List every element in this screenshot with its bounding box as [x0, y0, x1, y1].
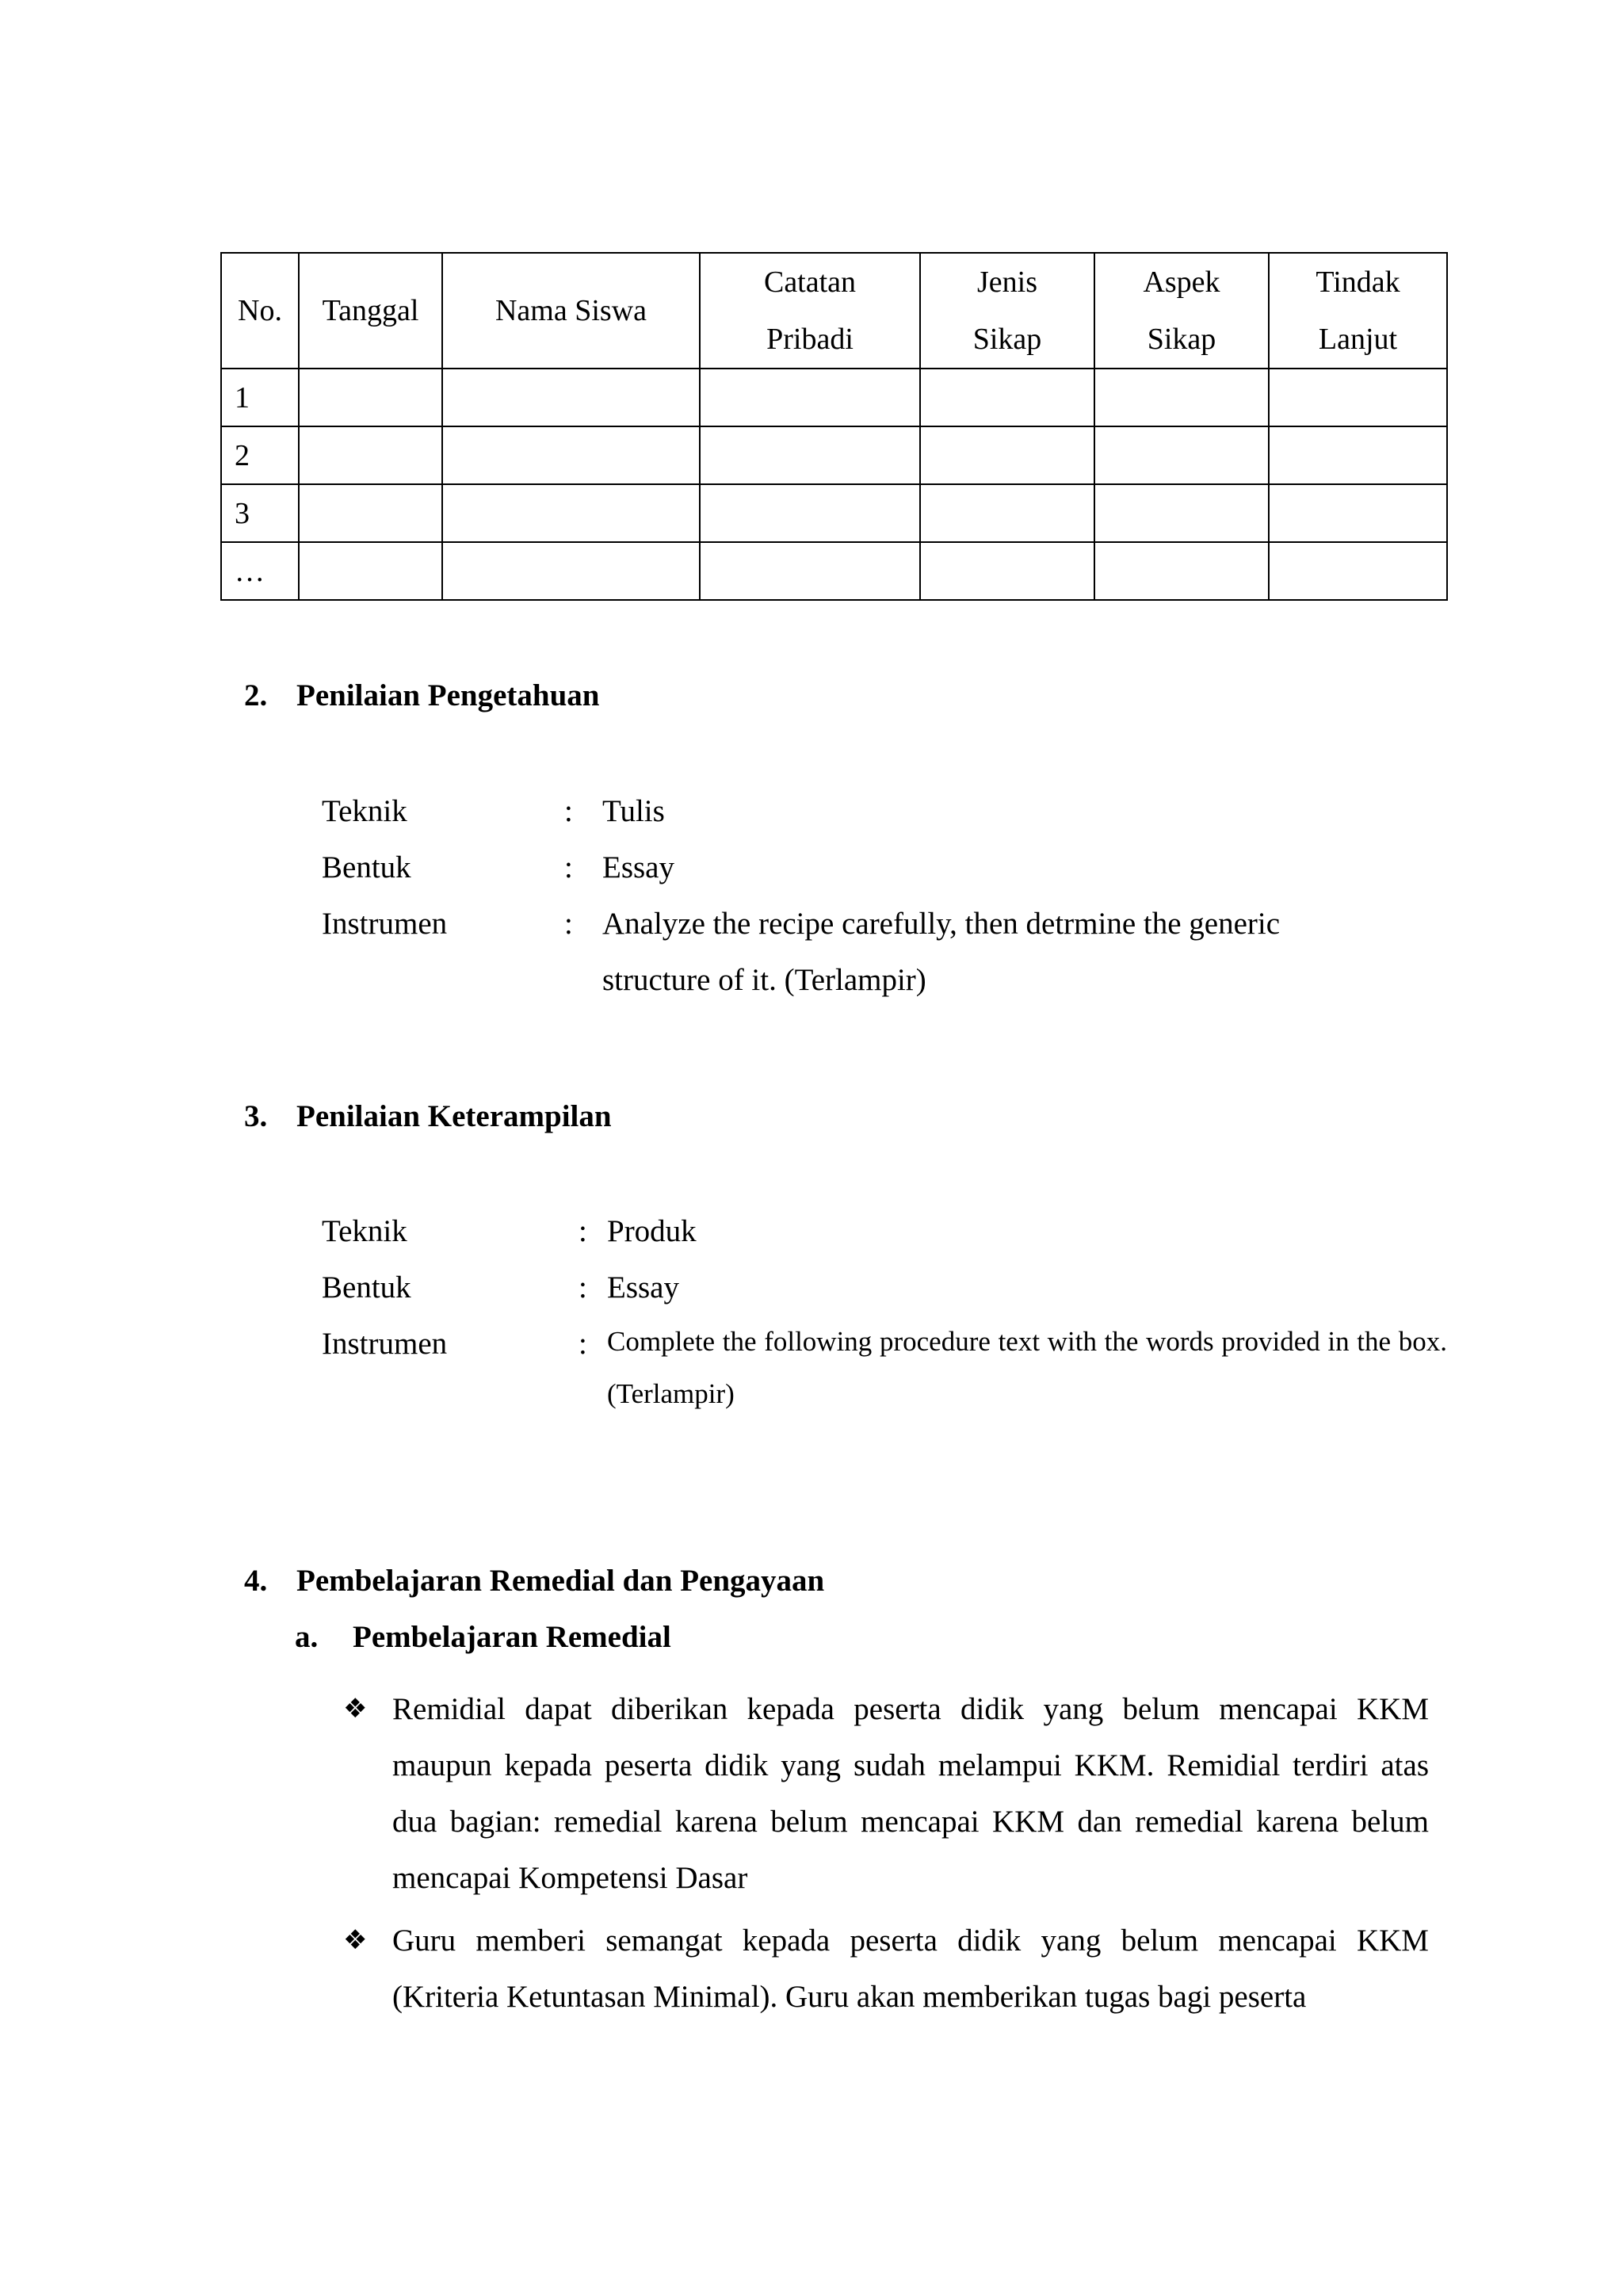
table-cell: [1094, 426, 1269, 484]
detail-key: Instrumen: [322, 907, 448, 941]
detail-separator: :: [579, 1270, 587, 1305]
table-cell: [1269, 484, 1447, 542]
row-number: 1: [221, 369, 299, 426]
table-cell: [920, 484, 1094, 542]
diamond-bullet-icon: ❖: [343, 1693, 368, 1725]
subsection-a-heading: [295, 1619, 671, 1655]
table-cell: [299, 542, 442, 600]
diamond-bullet-icon: ❖: [343, 1924, 368, 1956]
section-2-details: [322, 783, 1447, 1008]
table-cell: [1269, 369, 1447, 426]
detail-value: Produk: [607, 1214, 697, 1248]
table-header-row: [221, 253, 1447, 369]
section-number: 3.: [244, 1099, 268, 1133]
detail-key: Teknik: [322, 794, 407, 828]
header-jenis-sikap: Jenis Sikap: [920, 253, 1094, 369]
section-3-heading: [244, 1098, 612, 1134]
section-number: 2.: [244, 678, 268, 712]
section-title: Pembelajaran Remedial dan Pengayaan: [296, 1564, 825, 1598]
table-cell: [442, 369, 700, 426]
table-cell: [442, 426, 700, 484]
table-cell: [1094, 369, 1269, 426]
detail-row-teknik: [322, 783, 1447, 839]
subsection-title: Pembelajaran Remedial: [353, 1620, 671, 1654]
remedial-bullet-list: [343, 1681, 1429, 2031]
table-row: [221, 426, 1447, 484]
section-title: Penilaian Pengetahuan: [296, 678, 600, 712]
table-cell: [442, 484, 700, 542]
table-row: [221, 542, 1447, 600]
table-cell: [700, 426, 920, 484]
detail-row-instrumen: [322, 1316, 1447, 1420]
table-cell: [700, 484, 920, 542]
header-tindak-lanjut: Tindak Lanjut: [1269, 253, 1447, 369]
section-2-heading: [244, 678, 599, 713]
row-number: …: [221, 542, 299, 600]
table-cell: [299, 426, 442, 484]
table-row: [221, 369, 1447, 426]
table-cell: [920, 542, 1094, 600]
header-nama-siswa: Nama Siswa: [442, 253, 700, 369]
detail-row-instrumen: [322, 896, 1447, 1008]
detail-value: Tulis: [602, 794, 665, 828]
detail-row-teknik: [322, 1203, 1447, 1259]
detail-row-bentuk: [322, 839, 1447, 896]
detail-key: Bentuk: [322, 850, 411, 884]
list-item: [343, 1681, 1429, 1906]
table-cell: [299, 484, 442, 542]
list-item: [343, 1912, 1429, 2025]
table-cell: [700, 369, 920, 426]
section-3-details: [322, 1203, 1447, 1420]
section-title: Penilaian Keterampilan: [296, 1099, 612, 1133]
detail-key: Teknik: [322, 1214, 407, 1248]
header-tanggal: Tanggal: [299, 253, 442, 369]
bullet-text: Remidial dapat diberikan kepada peserta didik yang belum mencapai KKM maupun kepada peserta didik yang sudah melampui KKM. Remidial terdiri atas dua bagian: remedial karena belum mencapai KKM dan remedial karena belum mencapai Kompetensi Dasar: [392, 1692, 1429, 1895]
table-cell: [1269, 542, 1447, 600]
detail-key: Instrumen: [322, 1327, 448, 1361]
table-cell: [1094, 542, 1269, 600]
detail-separator: :: [564, 850, 573, 884]
table-cell: [442, 542, 700, 600]
table-cell: [1269, 426, 1447, 484]
detail-value: Essay: [607, 1270, 679, 1305]
header-aspek-sikap: Aspek Sikap: [1094, 253, 1269, 369]
table-cell: [1094, 484, 1269, 542]
attitude-journal-table: [220, 252, 1448, 601]
bullet-text: Guru memberi semangat kepada peserta didik yang belum mencapai KKM (Kriteria Ketuntasan Minimal). Guru akan memberikan tugas bagi peserta: [392, 1924, 1429, 2014]
table-row: [221, 484, 1447, 542]
section-4-heading: [244, 1563, 824, 1599]
detail-separator: :: [579, 1327, 587, 1361]
detail-value: Analyze the recipe carefully, then detrmine the generic structure of it. (Terlampir): [602, 907, 1281, 997]
detail-separator: :: [579, 1214, 587, 1248]
header-catatan-pribadi: Catatan Pribadi: [700, 253, 920, 369]
section-number: 4.: [244, 1564, 268, 1598]
detail-separator: :: [564, 794, 573, 828]
row-number: 2: [221, 426, 299, 484]
subsection-letter: a.: [295, 1620, 319, 1654]
detail-value: Complete the following procedure text with the words provided in the box. (Terlampir): [607, 1326, 1447, 1409]
detail-key: Bentuk: [322, 1270, 411, 1305]
table-cell: [700, 542, 920, 600]
detail-value: Essay: [602, 850, 674, 884]
header-no: No.: [221, 253, 299, 369]
detail-row-bentuk: [322, 1259, 1447, 1316]
table-cell: [299, 369, 442, 426]
table-cell: [920, 369, 1094, 426]
detail-separator: :: [564, 907, 573, 941]
row-number: 3: [221, 484, 299, 542]
table-cell: [920, 426, 1094, 484]
